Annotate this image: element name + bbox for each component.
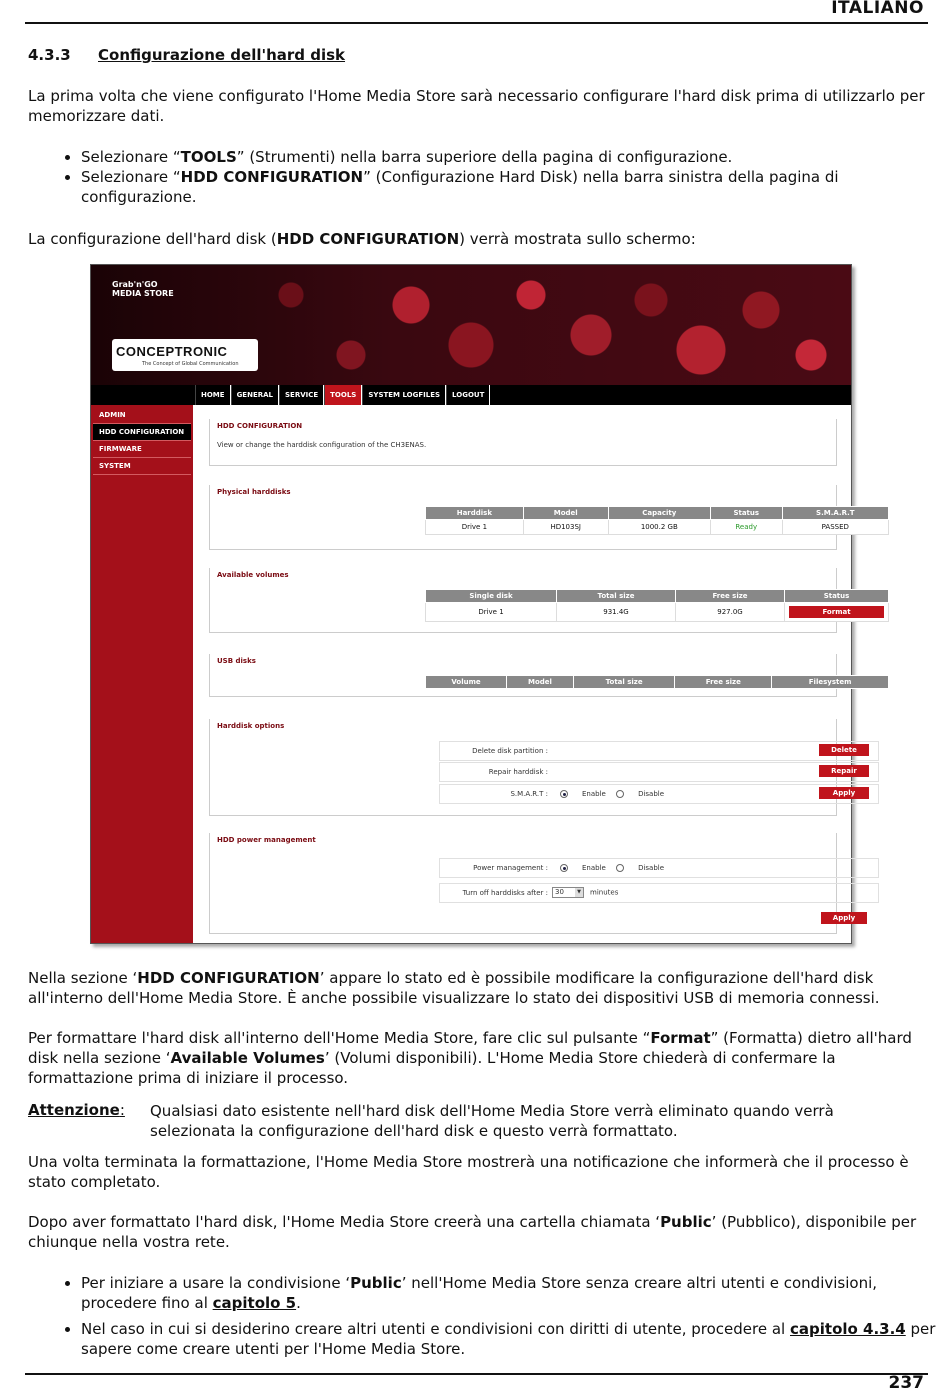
nav-logout[interactable]: LOGOUT [446, 385, 490, 405]
col-free-size: Free size [675, 676, 772, 689]
minutes-label: minutes [590, 888, 619, 897]
steps-list [60, 147, 941, 207]
smart-label: S.M.A.R.T : [510, 790, 548, 798]
smart-apply-button[interactable]: Apply [819, 787, 869, 799]
physical-table [425, 506, 889, 535]
next-steps-list [60, 1273, 941, 1359]
content-area [193, 405, 857, 943]
cell-harddisk: Drive 1 [426, 520, 524, 535]
paragraph-format: Per formattare l'hard disk all'interno dell'Home Media Store, fare clic sul pulsante “Format” (Formatta) dietro all'hard disk nella sezione ‘Available Volumes’ (Volumi disponibili). L'Home Media Store chiederà di confermare la formattazione prima di iniziare il processo. [28, 1029, 912, 1087]
usb-table [425, 675, 889, 689]
conceptronic-logo: CONCEPTRONIC The Concept of Global Communication [112, 339, 258, 371]
col-harddisk: Harddisk [426, 507, 524, 520]
list-item: • Per iniziare a usare la condivisione ‘Public’ nell'Home Media Store senza creare altri utenti e condivisioni, procedere fino al capitolo 5. [81, 1273, 941, 1313]
sidebar-item-system[interactable]: SYSTEM [93, 458, 191, 475]
nav-service[interactable]: SERVICE [279, 385, 324, 405]
smart-row [439, 784, 879, 804]
cell-model: HD103SJ [523, 520, 608, 535]
chevron-down-icon: ▼ [575, 888, 583, 897]
link-capitolo-5[interactable]: capitolo 5 [212, 1294, 297, 1312]
page-number: 237 [888, 1373, 924, 1393]
col-capacity: Capacity [608, 507, 710, 520]
paragraph-hdd-config: Nella sezione ‘HDD CONFIGURATION’ appare lo stato ed è possibile modificare la configurazione dell'hard disk all'interno dell'Home Media Store. È anche possibile visualizzare lo stato dei dispositivi USB di memoria connessi. [28, 969, 880, 1007]
section-number: 4.3.3 [28, 46, 71, 64]
table-row [426, 520, 889, 535]
power-enable-radio[interactable] [560, 864, 568, 872]
cell-free-size: 927.0G [676, 603, 785, 622]
top-nav [91, 385, 851, 405]
screen-intro: La configurazione dell'hard disk (HDD CONFIGURATION) verrà mostrata sullo schermo: [28, 230, 696, 248]
step-item: • Selezionare “TOOLS” (Strumenti) nella barra superiore della pagina di configurazione. [81, 147, 941, 167]
physical-title: Physical harddisks [217, 488, 291, 496]
nav-system-logfiles[interactable]: SYSTEM LOGFILES [362, 385, 446, 405]
delete-label: Delete disk partition : [472, 747, 548, 755]
cell-single-disk: Drive 1 [426, 603, 557, 622]
nav-home[interactable]: HOME [195, 385, 231, 405]
sidebar-item-firmware[interactable]: FIRMWARE [93, 441, 191, 458]
smart-disable-radio[interactable] [616, 790, 624, 798]
power-radios [552, 864, 664, 872]
smart-disable-label: Disable [638, 790, 665, 798]
section-title: Configurazione dell'hard disk [98, 46, 346, 64]
nav-general[interactable]: GENERAL [231, 385, 279, 405]
delete-row [439, 741, 879, 761]
cell-total-size: 931.4G [557, 603, 676, 622]
col-smart: S.M.A.R.T [782, 507, 888, 520]
col-status: Status [785, 590, 889, 603]
footer-rule [25, 1373, 928, 1375]
volumes-title: Available volumes [217, 571, 289, 579]
nav-tools[interactable]: TOOLS [324, 385, 362, 405]
sidebar [91, 405, 193, 943]
col-single-disk: Single disk [426, 590, 557, 603]
turnoff-control [552, 887, 618, 898]
delete-button[interactable]: Delete [819, 744, 869, 756]
cell-status: Ready [710, 520, 782, 535]
paragraph-public: Dopo aver formattato l'hard disk, l'Home Media Store creerà una cartella chiamata ‘Public’ (Pubblico), disponibile per chiunque nella vostra rete. [28, 1213, 917, 1251]
header-rule [25, 22, 928, 24]
warning-text: Qualsiasi dato esistente nell'hard disk dell'Home Media Store verrà eliminato quando verrà selezionata la configurazione dell'hard disk e questo verrà formattato. [150, 1102, 834, 1140]
usb-title: USB disks [217, 657, 256, 665]
power-mgmt-row [439, 858, 879, 878]
sidebar-item-hdd-configuration[interactable]: HDD CONFIGURATION [93, 424, 191, 441]
smart-radios [552, 790, 664, 798]
list-item: • Nel caso in cui si desiderino creare altri utenti e condivisioni con diritti di utente, procedere al capitolo 4.3.4 per sapere come creare utenti per l'Home Media Store. [81, 1319, 941, 1359]
format-button[interactable]: Format [789, 606, 884, 618]
power-title: HDD power management [217, 836, 316, 844]
repair-button[interactable]: Repair [819, 765, 869, 777]
col-total-size: Total size [573, 676, 675, 689]
paragraph-completed: Una volta terminata la formattazione, l'Home Media Store mostrerà una notificazione che informerà che il processo è stato completato. [28, 1153, 909, 1191]
col-free-size: Free size [676, 590, 785, 603]
power-disable-label: Disable [638, 864, 665, 872]
power-enable-label: Enable [582, 864, 606, 872]
turnoff-row [439, 883, 879, 903]
banner [91, 265, 851, 385]
hdd-config-title: HDD CONFIGURATION [217, 422, 303, 430]
col-volume: Volume [426, 676, 507, 689]
table-row [426, 603, 889, 622]
power-disable-radio[interactable] [616, 864, 624, 872]
turnoff-label: Turn off harddisks after : [462, 889, 548, 897]
link-capitolo-4-3-4[interactable]: capitolo 4.3.4 [790, 1320, 906, 1338]
header-language: ITALIANO [831, 0, 924, 18]
col-total-size: Total size [557, 590, 676, 603]
step-item: • Selezionare “HDD CONFIGURATION” (Configurazione Hard Disk) nella barra sinistra della pagina di configurazione. [81, 167, 941, 207]
volumes-table [425, 589, 889, 622]
col-filesystem: Filesystem [772, 676, 889, 689]
warning-label: Attenzione: [28, 1101, 125, 1119]
power-mgmt-label: Power management : [473, 864, 548, 872]
smart-enable-radio[interactable] [560, 790, 568, 798]
options-title: Harddisk options [217, 722, 285, 730]
cell-status [785, 603, 889, 622]
smart-enable-label: Enable [582, 790, 606, 798]
col-status: Status [710, 507, 782, 520]
turnoff-select[interactable]: 30 ▼ [552, 887, 584, 898]
repair-label: Repair harddisk : [488, 768, 548, 776]
power-apply-button[interactable]: Apply [821, 912, 867, 924]
cell-smart: PASSED [782, 520, 888, 535]
sidebar-item-admin[interactable]: ADMIN [93, 407, 191, 424]
repair-row [439, 762, 879, 782]
col-model: Model [507, 676, 574, 689]
intro-paragraph: La prima volta che viene configurato l'Home Media Store sarà necessario configurare l'hard disk prima di utilizzarlo per memorizzare dati. [28, 87, 925, 125]
hdd-config-screenshot [90, 264, 857, 944]
col-model: Model [523, 507, 608, 520]
cell-capacity: 1000.2 GB [608, 520, 710, 535]
hdd-config-desc: View or change the harddisk configuration of the CH3ENAS. [217, 441, 427, 449]
brand-name: Grab'n'GO MEDIA STORE [112, 280, 174, 298]
hdd-config-box [209, 419, 837, 466]
